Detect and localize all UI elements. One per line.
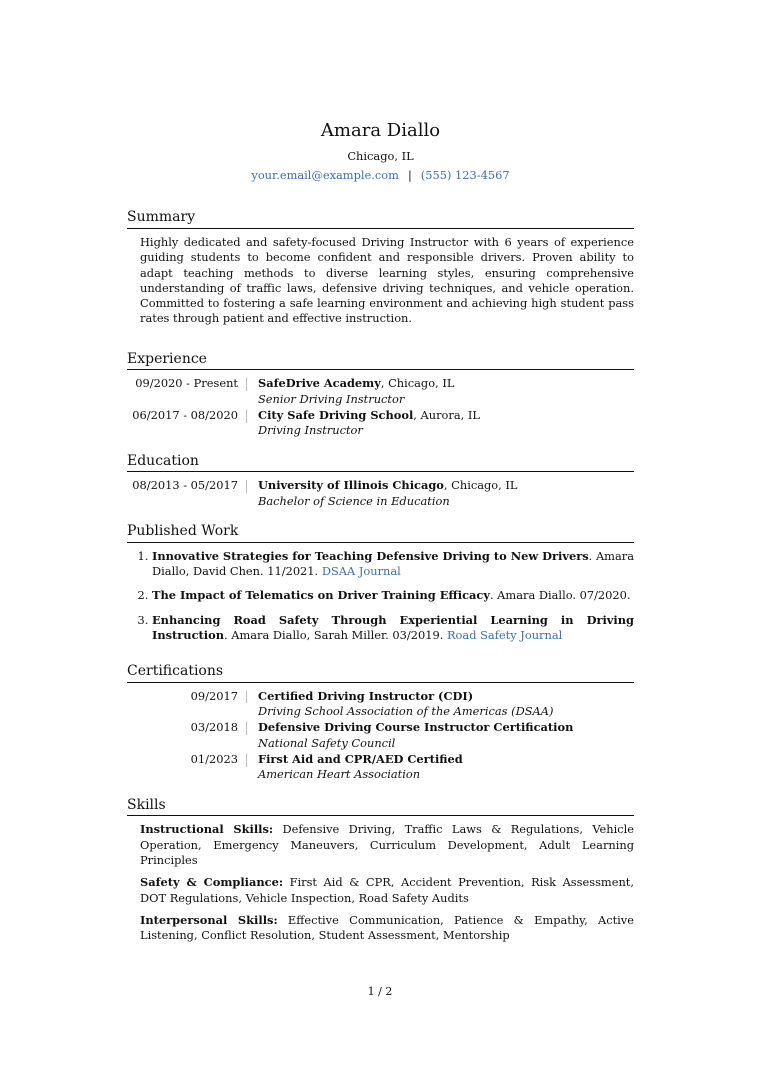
entry-location: , Chicago, IL bbox=[380, 376, 455, 391]
entry-role: Senior Driving Instructor bbox=[258, 391, 405, 406]
publication-details: . Amara Diallo, David Chen. 11/2021. bbox=[152, 548, 634, 578]
section-title-experience: Experience bbox=[127, 351, 634, 371]
section-title-published: Published Work bbox=[127, 523, 634, 543]
entry-date: 09/2020 - Present bbox=[135, 376, 238, 391]
certification-issuer: American Heart Association bbox=[258, 767, 421, 782]
entry-date: 03/2018 bbox=[190, 720, 238, 735]
certification-issuer: Driving School Association of the Americas (DSAA) bbox=[258, 704, 554, 719]
publication-title: Enhancing Road Safety Through Experiential Learning in Driving Instruction bbox=[152, 612, 634, 642]
skills-section bbox=[127, 797, 634, 944]
email-link[interactable]: your.email@example.com bbox=[251, 167, 399, 182]
entry-location: , Aurora, IL bbox=[413, 408, 480, 422]
education-entry bbox=[127, 478, 634, 509]
certification-name: Defensive Driving Course Instructor Certification bbox=[258, 720, 574, 735]
contact-line bbox=[127, 168, 634, 183]
skill-text: Defensive Driving, Traffic Laws & Regulations, Vehicle Operation, Emergency Maneuvers, Curriculum Development, Adult Learning Principles bbox=[140, 822, 634, 867]
section-title-skills: Skills bbox=[127, 797, 634, 817]
entry-role: Driving Instructor bbox=[258, 423, 363, 438]
experience-entry bbox=[127, 408, 634, 439]
entry-body bbox=[247, 720, 634, 751]
publication-item bbox=[152, 588, 634, 603]
entry-body bbox=[247, 376, 634, 407]
publication-details: . Amara Diallo. 07/2020. bbox=[489, 588, 631, 603]
publication-link[interactable]: DSAA Journal bbox=[321, 564, 401, 578]
certification-name: First Aid and CPR/AED Certified bbox=[258, 752, 463, 767]
skill-label: Interpersonal Skills: bbox=[140, 912, 278, 927]
section-title-certifications: Certifications bbox=[127, 663, 634, 683]
education-section bbox=[127, 453, 634, 509]
section-title-education: Education bbox=[127, 453, 634, 473]
candidate-location: Chicago, IL bbox=[347, 148, 414, 163]
experience-section bbox=[127, 351, 634, 439]
entry-body bbox=[247, 689, 634, 720]
certification-entry bbox=[127, 720, 634, 751]
entry-location: , Chicago, IL bbox=[443, 478, 518, 493]
page-number: 1 / 2 bbox=[367, 985, 393, 998]
skill-label: Instructional Skills: bbox=[140, 822, 274, 837]
entry-date: 01/2023 bbox=[190, 752, 238, 767]
experience-entry bbox=[127, 376, 634, 407]
section-title-summary: Summary bbox=[127, 209, 634, 229]
certification-issuer: National Safety Council bbox=[258, 735, 396, 750]
publication-item bbox=[152, 613, 634, 644]
entry-date: 08/2013 - 05/2017 bbox=[132, 478, 238, 493]
skill-label: Safety & Compliance: bbox=[140, 875, 284, 890]
entry-date: 09/2017 bbox=[190, 688, 238, 703]
summary-section bbox=[127, 209, 634, 326]
certification-entry bbox=[127, 689, 634, 720]
entry-body bbox=[247, 752, 634, 783]
skill-group bbox=[140, 913, 634, 944]
entry-date: 06/2017 - 08/2020 bbox=[132, 408, 238, 422]
phone-link[interactable]: (555) 123-4567 bbox=[420, 167, 510, 182]
certification-name: Certified Driving Instructor (CDI) bbox=[258, 688, 474, 703]
skill-text: Effective Communication, Patience & Empathy, Active Listening, Conflict Resolution, Student Assessment, Mentorship bbox=[140, 912, 634, 943]
entry-degree: Bachelor of Science in Education bbox=[258, 493, 450, 508]
resume-content bbox=[127, 120, 634, 950]
entry-organization: SafeDrive Academy bbox=[258, 376, 381, 391]
certification-entry bbox=[127, 752, 634, 783]
skill-text: First Aid & CPR, Accident Prevention, Risk Assessment, DOT Regulations, Vehicle Inspection, Road Safety Audits bbox=[140, 875, 634, 905]
contact-separator: | bbox=[407, 167, 412, 182]
publication-item bbox=[152, 549, 634, 580]
publication-link[interactable]: Road Safety Journal bbox=[446, 627, 563, 642]
publication-details: . Amara Diallo, Sarah Miller. 03/2019. bbox=[223, 627, 447, 642]
entry-organization: City Safe Driving School bbox=[258, 408, 414, 422]
skill-group bbox=[140, 822, 634, 868]
entry-body bbox=[247, 408, 634, 439]
published-section bbox=[127, 523, 634, 643]
entry-body bbox=[247, 478, 634, 509]
candidate-name: Amara Diallo bbox=[320, 120, 441, 141]
summary-text: Highly dedicated and safety-focused Driving Instructor with 6 years of experience guiding students to become confident and responsible drivers. Proven ability to adapt teaching methods to diverse learning styles, ensuring comprehensive understanding of traffic laws, defensive driving techniques, and vehicle operation. Committed to fostering a safe learning environment and achieving high student pass rates through patient and effective instruction. bbox=[140, 234, 634, 326]
entry-organization: University of Illinois Chicago bbox=[258, 478, 444, 493]
publication-title: The Impact of Telematics on Driver Training Efficacy bbox=[152, 588, 490, 603]
skills-list bbox=[127, 822, 634, 943]
skill-group bbox=[140, 875, 634, 906]
publication-title: Innovative Strategies for Teaching Defensive Driving to New Drivers bbox=[152, 548, 589, 563]
certifications-section bbox=[127, 663, 634, 782]
publication-list bbox=[127, 549, 634, 643]
